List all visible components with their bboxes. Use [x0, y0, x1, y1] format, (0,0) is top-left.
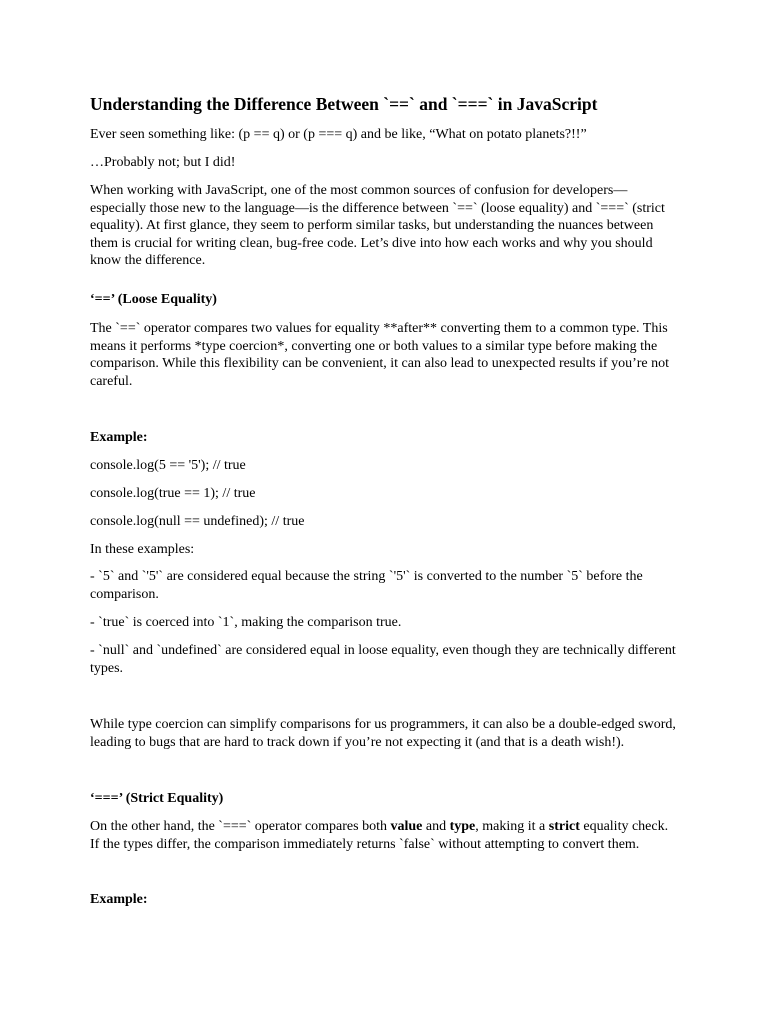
- strict-equality-heading: ‘===’ (Strict Equality): [90, 791, 224, 806]
- code-line-1: console.log(5 == '5'); // true: [90, 458, 246, 473]
- bullet-item-3: - `null` and `undefined` are considered equal in loose equality, even though they are technically different types.: [90, 643, 676, 676]
- code-line-3: console.log(null == undefined); // true: [90, 514, 305, 529]
- strict-desc-part-a: On the other hand, the `===` operator compares both: [90, 819, 391, 834]
- strict-desc-value: value: [390, 819, 423, 834]
- strict-desc-strict: strict: [548, 819, 580, 834]
- intro-paragraph-3: When working with JavaScript, one of the most common sources of confusion for developers—especially those new to the language—is the difference between `==` (loose equality) and `===` (strict equality). At first glance, they seem to perform similar tasks, but understanding the nuances between them is crucial for writing clean, bug-free code. Let’s dive into how each works and why you should know the difference.: [90, 183, 665, 269]
- strict-desc-part-g: equality check. If the types differ, the comparison immediately returns `false` without attempting to convert them.: [90, 819, 669, 852]
- strict-equality-description: [90, 818, 680, 853]
- intro-paragraph-1: Ever seen something like: (p == q) or (p === q) and be like, “What on potato planets?!!”: [90, 127, 587, 142]
- strict-desc-part-c: and: [422, 819, 450, 834]
- loose-example-label: Example:: [90, 430, 148, 445]
- page-title: Understanding the Difference Between `==` and `===` in JavaScript: [90, 94, 598, 114]
- loose-conclusion: While type coercion can simplify comparisons for us programmers, it can also be a double-edged sword, leading to bugs that are hard to track down if you’re not expecting it (and that is a death wish!).: [90, 717, 676, 750]
- bullet-item-1: - `5` and `'5'` are considered equal because the string `'5'` is converted to the number `5` before the comparison.: [90, 569, 643, 602]
- examples-intro: In these examples:: [90, 542, 195, 557]
- intro-paragraph-2: …Probably not; but I did!: [90, 155, 236, 170]
- loose-equality-heading: ‘==’ (Loose Equality): [90, 292, 217, 307]
- loose-equality-description: The `==` operator compares two values for equality **after** converting them to a common type. This means it performs *type coercion*, converting one or both values to a similar type before making the comparison. While this flexibility can be convenient, it can also lead to unexpected results if you’re not careful.: [90, 321, 670, 389]
- code-line-2: console.log(true == 1); // true: [90, 486, 256, 501]
- strict-example-label: Example:: [90, 892, 148, 907]
- strict-desc-type: type: [449, 819, 476, 834]
- bullet-item-2: - `true` is coerced into `1`, making the comparison true.: [90, 615, 402, 630]
- strict-desc-part-e: , making it a: [475, 819, 549, 834]
